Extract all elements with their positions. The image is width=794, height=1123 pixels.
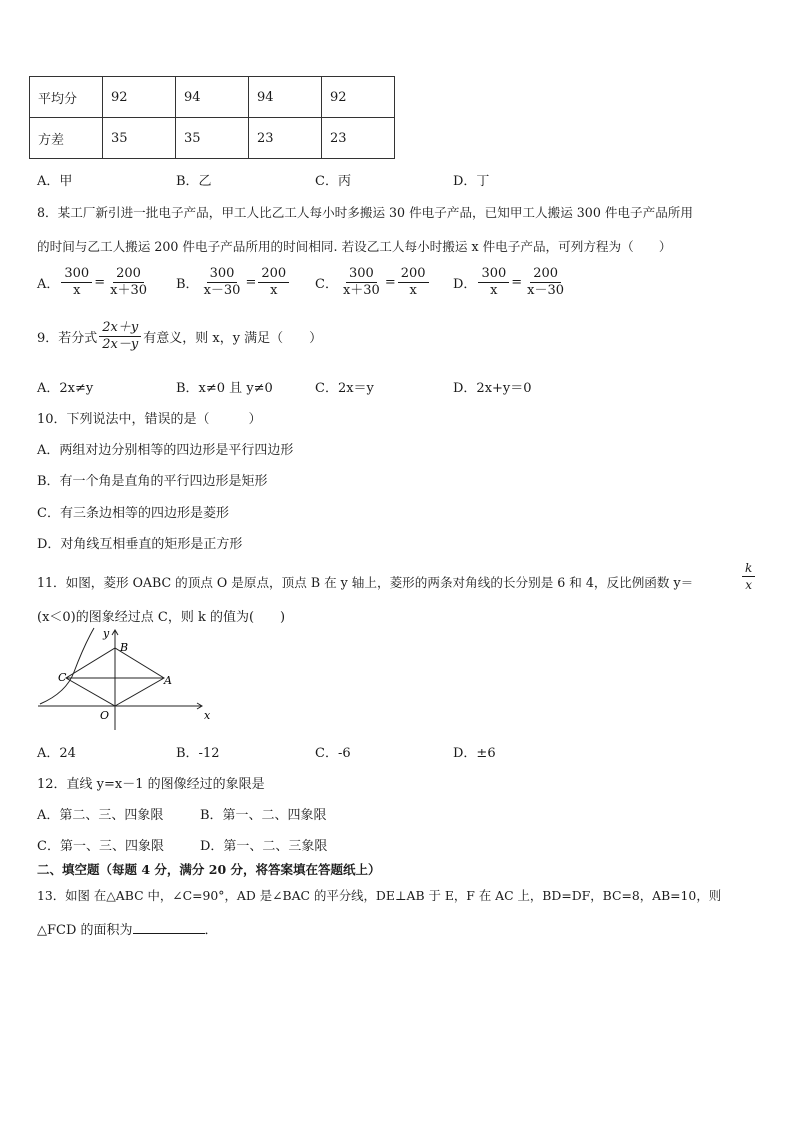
stats-table xyxy=(29,76,395,159)
numerator: 300 xyxy=(207,266,238,283)
q9-prefix: 9．若分式 xyxy=(37,331,98,346)
q8-stem-line2: 的时间与乙工人搬运 200 件电子产品所用的时间相同. 若设乙工人每小时搬运 x 件电子产品，可列方程为（ ） xyxy=(37,239,672,254)
equals-sign: = xyxy=(94,275,106,290)
q9-stem xyxy=(37,320,322,353)
q13-stem-line1: 13．如图 在△ABC 中，∠C=90°，AD 是∠BAC 的平分线，DE⊥AB 于 E，F 在 AC 上，BD=DF，BC=8，AB=10，则 xyxy=(37,888,722,903)
numerator: 300 xyxy=(346,266,377,283)
q10-option-d: D．对角线互相垂直的矩形是正方形 xyxy=(37,537,243,552)
q9-suffix: 有意义，则 x，y 满足（ ） xyxy=(143,331,323,346)
point-c-label: C xyxy=(58,671,67,684)
numerator: k xyxy=(742,560,755,577)
denominator: x xyxy=(745,578,753,592)
fraction xyxy=(524,266,567,299)
q13-stem-line2 xyxy=(37,919,218,938)
q12-option-c: C．第一、三、四象限 xyxy=(37,839,164,854)
equals-sign: = xyxy=(384,275,396,290)
q11-option-c: C．-6 xyxy=(315,746,351,761)
numerator: 300 xyxy=(61,266,92,283)
section-heading: 二、填空题（每题 4 分，满分 20 分，将答案填在答题纸上） xyxy=(37,862,381,877)
denominator: x xyxy=(73,283,81,298)
x-axis-label: x xyxy=(204,709,211,722)
q7-option-c: C．丙 xyxy=(315,174,351,189)
q11-option-b: B．-12 xyxy=(176,746,220,761)
option-label: C． xyxy=(315,277,338,292)
q8-option-b xyxy=(176,266,291,299)
q11-stem-line2: (x＜0)的图象经过点 C，则 k 的值为( ) xyxy=(37,610,286,625)
q12-option-b: B．第一、二、四象限 xyxy=(200,808,327,823)
rhombus-figure xyxy=(34,624,214,732)
table-cell: 94 xyxy=(176,77,249,118)
q12-stem: 12．直线 y=x－1 的图像经过的象限是 xyxy=(37,777,265,792)
table-cell: 92 xyxy=(322,77,395,118)
table-row xyxy=(30,118,395,159)
numerator: 200 xyxy=(398,266,429,283)
fraction xyxy=(258,266,289,299)
denominator: x xyxy=(270,283,278,298)
q13-line2-text: △FCD 的面积为 xyxy=(37,923,133,938)
table-cell: 35 xyxy=(176,118,249,159)
q9-option-c: C．2x＝y xyxy=(315,381,374,396)
q9-option-a: A．2x≠y xyxy=(37,381,94,396)
fraction xyxy=(478,266,509,299)
fraction xyxy=(398,266,429,299)
q10-option-a: A．两组对边分别相等的四边形是平行四边形 xyxy=(37,443,294,458)
equals-sign: = xyxy=(511,275,523,290)
fraction xyxy=(742,560,755,593)
y-axis-label: y xyxy=(103,627,110,640)
option-label: B． xyxy=(176,277,199,292)
table-cell: 35 xyxy=(103,118,176,159)
denominator: x xyxy=(409,283,417,298)
fraction xyxy=(61,266,92,299)
denominator: x xyxy=(490,283,498,298)
fraction xyxy=(340,266,383,299)
q9-option-b: B．x≠0 且 y≠0 xyxy=(176,381,273,396)
q12-option-a: A．第二、三、四象限 xyxy=(37,808,164,823)
q8-option-a xyxy=(37,266,152,299)
q10-option-c: C．有三条边相等的四边形是菱形 xyxy=(37,506,229,521)
q9-option-d: D．2x+y＝0 xyxy=(453,381,532,396)
table-cell: 平均分 xyxy=(30,77,103,118)
fraction xyxy=(107,266,150,299)
numerator: 200 xyxy=(530,266,561,283)
point-b-label: B xyxy=(120,641,129,654)
q10-option-b: B．有一个角是直角的平行四边形是矩形 xyxy=(37,474,268,489)
q11-stem-line1: 11．如图，菱形 OABC 的顶点 O 是原点，顶点 B 在 y 轴上，菱形的两条对角线的长分别是 6 和 4，反比例函数 y＝ xyxy=(37,575,694,590)
q11-option-d: D．±6 xyxy=(453,746,496,761)
numerator: 200 xyxy=(258,266,289,283)
q11-option-a: A．24 xyxy=(37,746,76,761)
q12-option-d: D．第一、二、三象限 xyxy=(200,839,328,854)
q8-option-d xyxy=(453,266,569,299)
q8-option-c xyxy=(315,266,431,299)
q7-option-b: B．乙 xyxy=(176,174,212,189)
numerator: 200 xyxy=(113,266,144,283)
denominator: x＋30 xyxy=(342,283,380,298)
denominator: x＋30 xyxy=(110,283,147,298)
point-a-label: A xyxy=(164,674,172,687)
numerator: 2x＋y xyxy=(99,320,141,337)
table-cell: 94 xyxy=(249,77,322,118)
q10-stem: 10．下列说法中，错误的是（ ） xyxy=(37,412,262,427)
denominator: x－30 xyxy=(203,283,241,298)
denominator: 2x－y xyxy=(102,337,139,352)
point-o-label: O xyxy=(100,709,110,722)
q8-stem-line1: 8．某工厂新引进一批电子产品，甲工人比乙工人每小时多搬运 30 件电子产品，已知甲工人搬运 300 件电子产品所用 xyxy=(37,205,693,220)
fraction xyxy=(99,320,141,353)
fraction xyxy=(201,266,244,299)
q7-option-d: D．丁 xyxy=(453,174,490,189)
equals-sign: = xyxy=(245,275,257,290)
table-cell: 23 xyxy=(322,118,395,159)
table-cell: 92 xyxy=(103,77,176,118)
answer-blank[interactable] xyxy=(133,921,205,934)
table-cell: 23 xyxy=(249,118,322,159)
denominator: x－30 xyxy=(527,283,565,298)
option-label: D． xyxy=(453,277,477,292)
table-row xyxy=(30,77,395,118)
numerator: 300 xyxy=(478,266,509,283)
q13-line2-end: ． xyxy=(204,923,218,938)
option-label: A． xyxy=(37,277,60,292)
table-cell: 方差 xyxy=(30,118,103,159)
q7-option-a: A．甲 xyxy=(37,174,73,189)
